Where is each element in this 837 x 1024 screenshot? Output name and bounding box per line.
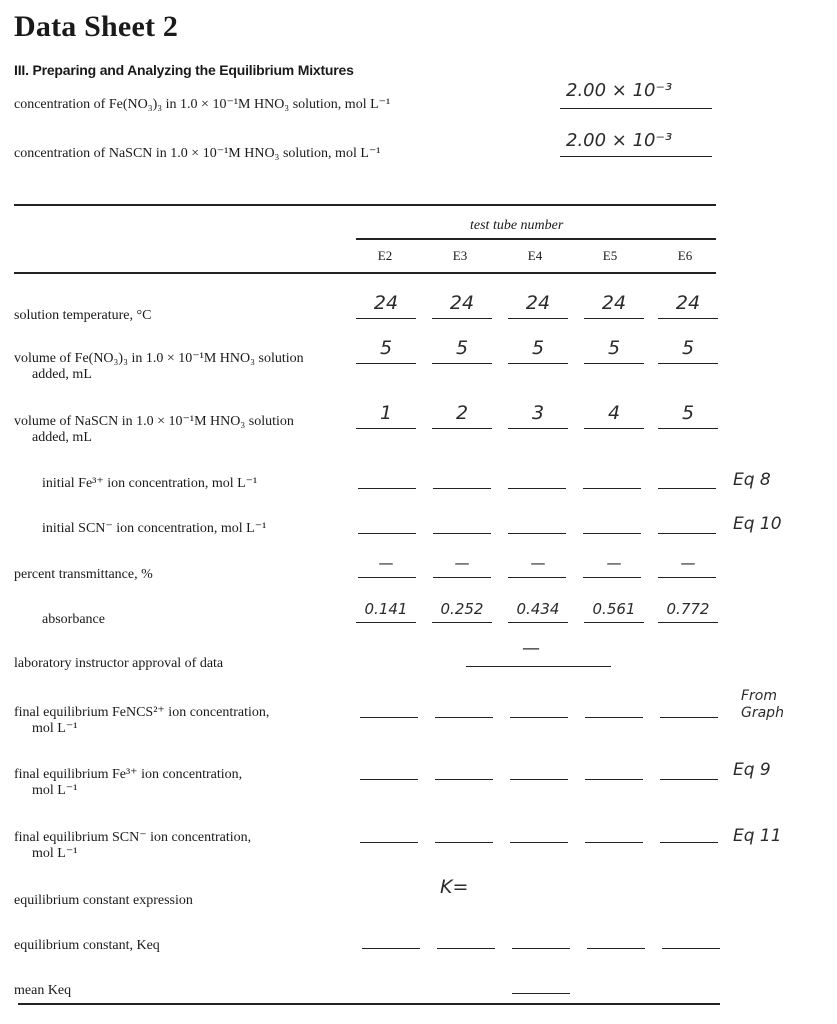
temperature-e3: 24 xyxy=(449,292,475,314)
blank-line xyxy=(433,577,491,578)
vol-fe-e3: 5 xyxy=(455,337,469,359)
blank-line xyxy=(432,428,492,429)
blank-line xyxy=(358,533,416,534)
final-fencs-label xyxy=(14,705,269,737)
divider-top xyxy=(14,204,716,206)
fe-stock-blank xyxy=(560,108,712,109)
final-fencs-label-line2: mol L⁻¹ xyxy=(32,721,78,736)
blank-line xyxy=(433,488,491,489)
blank-line xyxy=(585,717,643,718)
k-expression-value: K= xyxy=(440,876,469,898)
init-scn-note: Eq 10 xyxy=(733,514,782,534)
blank-line xyxy=(508,577,566,578)
blank-line xyxy=(584,622,644,623)
divider-caption xyxy=(356,238,716,240)
mean-k-label: mean Keq xyxy=(14,983,72,998)
absorbance-e4: 0.434 xyxy=(516,600,560,618)
vol-scn-label-line1: volume of NaSCN in 1.0 × 10⁻¹M HNO₃ solution xyxy=(14,414,294,429)
blank-line xyxy=(660,779,718,780)
final-scn-label xyxy=(14,830,251,862)
divider-header xyxy=(14,272,716,274)
vol-fe-label-line2: added, mL xyxy=(32,367,92,382)
blank-line xyxy=(658,577,716,578)
final-fe-label-line2: mol L⁻¹ xyxy=(32,783,78,798)
section-heading: III. Preparing and Analyzing the Equilibrium Mixtures xyxy=(14,62,354,78)
blank-line xyxy=(508,318,568,319)
approval-value: — xyxy=(522,638,540,659)
blank-line xyxy=(660,717,718,718)
page-title: Data Sheet 2 xyxy=(14,10,179,43)
vol-fe-e6: 5 xyxy=(681,337,695,359)
divider-bottom xyxy=(18,1003,720,1005)
init-fe-note: Eq 8 xyxy=(733,470,771,490)
blank-line xyxy=(360,842,418,843)
blank-line xyxy=(512,993,570,994)
blank-line xyxy=(466,666,611,667)
blank-line xyxy=(510,717,568,718)
blank-line xyxy=(587,948,645,949)
init-fe-label: initial Fe³⁺ ion concentration, mol L⁻¹ xyxy=(42,476,258,491)
transmittance-e6: — xyxy=(680,554,696,572)
final-fencs-note: From Graph xyxy=(741,688,784,721)
blank-line xyxy=(356,428,416,429)
blank-line xyxy=(584,363,644,364)
blank-line xyxy=(358,488,416,489)
temperature-e2: 24 xyxy=(373,292,399,314)
vol-fe-label xyxy=(14,351,304,383)
tube-header-e2: E2 xyxy=(377,248,393,263)
transmittance-label: percent transmittance, % xyxy=(14,567,153,582)
blank-line xyxy=(508,622,568,623)
blank-line xyxy=(432,363,492,364)
final-scn-note: Eq 11 xyxy=(733,826,782,846)
blank-line xyxy=(437,948,495,949)
vol-fe-e5: 5 xyxy=(607,337,621,359)
transmittance-e2: — xyxy=(378,554,394,572)
vol-scn-e2: 1 xyxy=(379,402,393,424)
blank-line xyxy=(583,488,641,489)
vol-fe-e4: 5 xyxy=(531,337,545,359)
blank-line xyxy=(435,717,493,718)
blank-line xyxy=(508,428,568,429)
blank-line xyxy=(512,948,570,949)
vol-scn-label xyxy=(14,414,294,446)
blank-line xyxy=(508,533,566,534)
blank-line xyxy=(583,533,641,534)
blank-line xyxy=(510,779,568,780)
blank-line xyxy=(585,779,643,780)
blank-line xyxy=(510,842,568,843)
temperature-e5: 24 xyxy=(601,292,627,314)
temperature-e6: 24 xyxy=(675,292,701,314)
fe-stock-value: 2.00 × 10⁻³ xyxy=(566,80,673,101)
blank-line xyxy=(356,622,416,623)
vol-fe-e2: 5 xyxy=(379,337,393,359)
scn-stock-label: concentration of NaSCN in 1.0 × 10⁻¹M HNO₃ solution, mol L⁻¹ xyxy=(14,146,381,161)
blank-line xyxy=(432,622,492,623)
final-fe-label-line1: final equilibrium Fe³⁺ ion concentration, xyxy=(14,767,243,782)
blank-line xyxy=(360,717,418,718)
absorbance-e3: 0.252 xyxy=(440,600,484,618)
blank-line xyxy=(658,363,718,364)
blank-line xyxy=(508,363,568,364)
blank-line xyxy=(658,533,716,534)
blank-line xyxy=(660,842,718,843)
transmittance-e5: — xyxy=(606,554,622,572)
blank-line xyxy=(662,948,720,949)
vol-scn-e3: 2 xyxy=(455,402,469,424)
blank-line xyxy=(362,948,420,949)
transmittance-e4: — xyxy=(530,554,546,572)
blank-line xyxy=(435,842,493,843)
vol-scn-label-line2: added, mL xyxy=(32,430,92,445)
tube-header-e3: E3 xyxy=(452,248,468,263)
blank-line xyxy=(658,318,718,319)
tube-header-e6: E6 xyxy=(677,248,693,263)
final-fencs-label-line1: final equilibrium FeNCS²⁺ ion concentration, xyxy=(14,705,270,720)
blank-line xyxy=(432,318,492,319)
blank-line xyxy=(585,842,643,843)
blank-line xyxy=(356,363,416,364)
blank-line xyxy=(584,428,644,429)
tube-header-e5: E5 xyxy=(602,248,618,263)
approval-label: laboratory instructor approval of data xyxy=(14,656,224,671)
blank-line xyxy=(658,488,716,489)
absorbance-e6: 0.772 xyxy=(666,600,710,618)
absorbance-e2: 0.141 xyxy=(364,600,408,618)
test-tube-caption: test tube number xyxy=(470,218,564,233)
absorbance-e5: 0.561 xyxy=(592,600,636,618)
tube-header-e4: E4 xyxy=(527,248,543,263)
vol-scn-e4: 3 xyxy=(531,402,545,424)
final-scn-label-line1: final equilibrium SCN⁻ ion concentration, xyxy=(14,830,252,845)
final-scn-label-line2: mol L⁻¹ xyxy=(32,846,78,861)
blank-line xyxy=(508,488,566,489)
blank-line xyxy=(435,779,493,780)
vol-scn-e6: 5 xyxy=(681,402,695,424)
absorbance-label: absorbance xyxy=(42,612,105,627)
vol-fe-label-line1: volume of Fe(NO₃)₃ in 1.0 × 10⁻¹M HNO₃ solution xyxy=(14,351,304,366)
final-fe-note: Eq 9 xyxy=(733,760,771,780)
blank-line xyxy=(584,318,644,319)
blank-line xyxy=(658,428,718,429)
blank-line xyxy=(658,622,718,623)
vol-scn-e5: 4 xyxy=(607,402,621,424)
blank-line xyxy=(433,533,491,534)
init-scn-label: initial SCN⁻ ion concentration, mol L⁻¹ xyxy=(42,521,267,536)
scn-stock-blank xyxy=(560,156,712,157)
temperature-label: solution temperature, °C xyxy=(14,308,152,323)
transmittance-e3: — xyxy=(454,554,470,572)
blank-line xyxy=(583,577,641,578)
blank-line xyxy=(358,577,416,578)
k-eq-label: equilibrium constant, Keq xyxy=(14,938,160,953)
k-expression-label: equilibrium constant expression xyxy=(14,893,193,908)
blank-line xyxy=(360,779,418,780)
fe-stock-label: concentration of Fe(NO₃)₃ in 1.0 × 10⁻¹M HNO₃ solution, mol L⁻¹ xyxy=(14,97,391,112)
temperature-e4: 24 xyxy=(525,292,551,314)
blank-line xyxy=(356,318,416,319)
final-fe-label xyxy=(14,767,242,799)
scn-stock-value: 2.00 × 10⁻³ xyxy=(566,130,673,151)
